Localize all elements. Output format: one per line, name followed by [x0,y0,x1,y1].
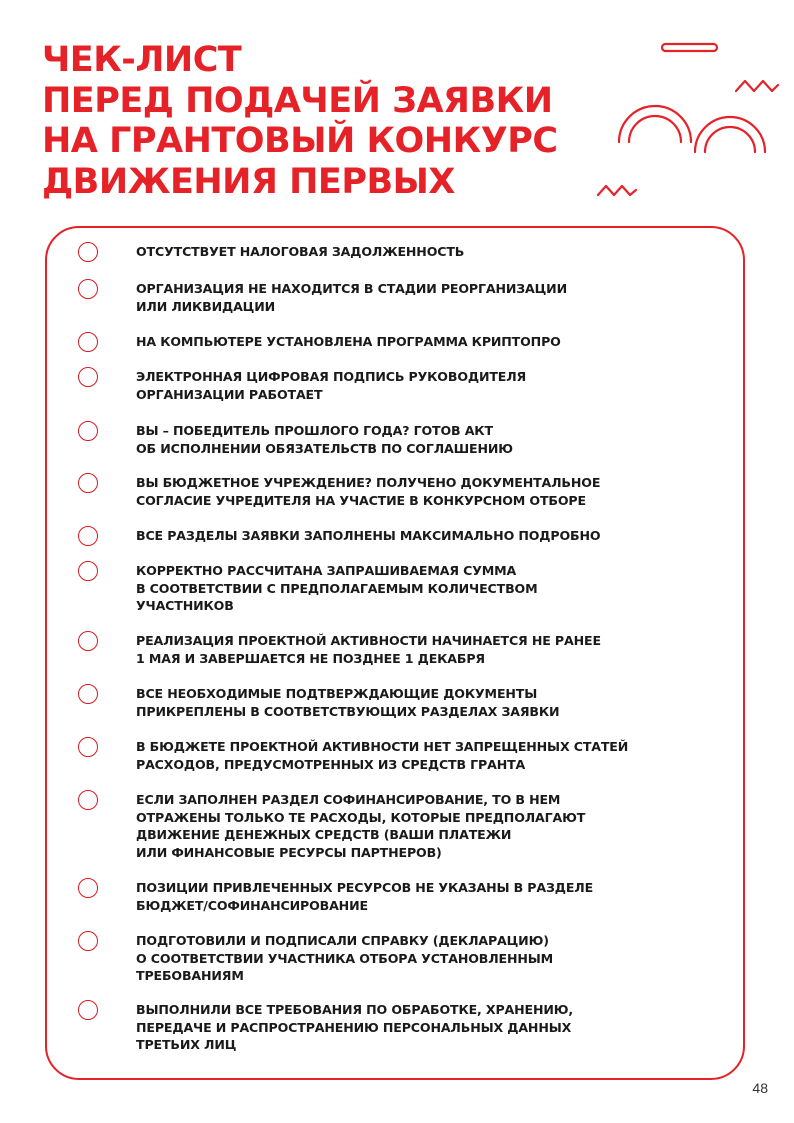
checkbox-circle[interactable] [78,561,98,581]
checklist-item-text: ВЫ БЮДЖЕТНОЕ УЧРЕЖДЕНИЕ? ПОЛУЧЕНО ДОКУМЕНТАЛЬНОЕ СОГЛАСИЕ УЧРЕДИТЕЛЯ НА УЧАСТИЕ В КОНКУРСНОМ ОТБОРЕ [136,475,601,508]
zigzag-lower [598,186,636,195]
checkbox-circle[interactable] [78,737,98,757]
title-line-3: НА ГРАНТОВЫЙ КОНКУРС [42,121,558,161]
checklist-item-text: ВСЕ РАЗДЕЛЫ ЗАЯВКИ ЗАПОЛНЕНЫ МАКСИМАЛЬНО ПОДРОБНО [136,528,601,543]
checkbox-circle[interactable] [78,631,98,651]
title-line-1: ЧЕК-ЛИСТ [42,40,242,80]
checkbox-circle[interactable] [78,421,98,441]
checkbox-circle[interactable] [78,332,98,352]
checklist-item-text: РЕАЛИЗАЦИЯ ПРОЕКТНОЙ АКТИВНОСТИ НАЧИНАЕТСЯ НЕ РАНЕЕ 1 МАЯ И ЗАВЕРШАЕТСЯ НЕ ПОЗДНЕЕ 1 ДЕКАБРЯ [136,633,601,666]
title-line-2: ПЕРЕД ПОДАЧЕЙ ЗАЯВКИ [42,80,553,121]
checkbox-circle[interactable] [78,242,98,262]
checkbox-circle[interactable] [78,931,98,951]
checklist-item-text: В БЮДЖЕТЕ ПРОЕКТНОЙ АКТИВНОСТИ НЕТ ЗАПРЕЩЕННЫХ СТАТЕЙ РАСХОДОВ, ПРЕДУСМОТРЕННЫХ ИЗ СРЕДСТВ ГРАНТА [136,739,629,772]
page-number: 48 [752,1080,768,1096]
page-title [42,40,558,202]
checklist-item-text: НА КОМПЬЮТЕРЕ УСТАНОВЛЕНА ПРОГРАММА КРИПТОПРО [136,334,561,349]
checkbox-circle[interactable] [78,526,98,546]
pill-shape [662,44,717,51]
arc-left-inner [629,116,681,142]
checklist-item-text: ОТСУТСТВУЕТ НАЛОГОВАЯ ЗАДОЛЖЕННОСТЬ [136,244,465,259]
arc-left-outer [619,106,691,142]
checklist-item-text: ОРГАНИЗАЦИЯ НЕ НАХОДИТСЯ В СТАДИИ РЕОРГАНИЗАЦИИ ИЛИ ЛИКВИДАЦИИ [136,281,567,314]
checklist-item-text: ЕСЛИ ЗАПОЛНЕН РАЗДЕЛ СОФИНАНСИРОВАНИЕ, ТО В НЕМ ОТРАЖЕНЫ ТОЛЬКО ТЕ РАСХОДЫ, КОТОРЫЕ ПРЕДПОЛАГАЮТ ДВИЖЕНИЕ ДЕНЕЖНЫХ СРЕДСТВ (ВАШИ ПЛАТЕЖИ ИЛИ ФИНАНСОВЫЕ РЕСУРСЫ ПАРТНЕРОВ) [136,792,586,860]
title-line-4: ДВИЖЕНИЯ ПЕРВЫХ [42,161,455,202]
checkbox-circle[interactable] [78,473,98,493]
checklist-item-text: ВЫ – ПОБЕДИТЕЛЬ ПРОШЛОГО ГОДА? ГОТОВ АКТ ОБ ИСПОЛНЕНИИ ОБЯЗАТЕЛЬСТВ ПО СОГЛАШЕНИЮ [136,423,513,456]
checkbox-circle[interactable] [78,684,98,704]
checkbox-circle[interactable] [78,367,98,387]
checkbox-circle[interactable] [78,790,98,810]
checklist-item-text: ПОДГОТОВИЛИ И ПОДПИСАЛИ СПРАВКУ (ДЕКЛАРАЦИЮ) О СООТВЕТСТВИИ УЧАСТНИКА ОТБОРА УСТАНОВЛЕННЫМ ТРЕБОВАНИЯМ [136,933,554,983]
checkbox-circle[interactable] [78,279,98,299]
zigzag-upper [736,81,778,91]
checklist-item-text: ВСЕ НЕОБХОДИМЫЕ ПОДТВЕРЖДАЮЩИЕ ДОКУМЕНТЫ ПРИКРЕПЛЕНЫ В СООТВЕТСТВУЮЩИХ РАЗДЕЛАХ ЗАЯВКИ [136,686,560,719]
arc-right-outer [695,117,765,152]
checkbox-circle[interactable] [78,878,98,898]
checklist-item-text: ВЫПОЛНИЛИ ВСЕ ТРЕБОВАНИЯ ПО ОБРАБОТКЕ, ХРАНЕНИЮ, ПЕРЕДАЧЕ И РАСПРОСТРАНЕНИЮ ПЕРСОНАЛЬНЫХ ДАННЫХ ТРЕТЬИХ ЛИЦ [136,1002,574,1052]
checklist-item-text: ЭЛЕКТРОННАЯ ЦИФРОВАЯ ПОДПИСЬ РУКОВОДИТЕЛЯ ОРГАНИЗАЦИИ РАБОТАЕТ [136,369,527,402]
arc-right-inner [705,127,755,152]
checklist-item-text: ПОЗИЦИИ ПРИВЛЕЧЕННЫХ РЕСУРСОВ НЕ УКАЗАНЫ В РАЗДЕЛЕ БЮДЖЕТ/СОФИНАНСИРОВАНИЕ [136,880,594,913]
checklist-item-text: КОРРЕКТНО РАССЧИТАНА ЗАПРАШИВАЕМАЯ СУММА В СООТВЕТСТВИИ С ПРЕДПОЛАГАЕМЫМ КОЛИЧЕСТВОМ УЧАСТНИКОВ [136,563,538,613]
checkbox-circle[interactable] [78,1000,98,1020]
